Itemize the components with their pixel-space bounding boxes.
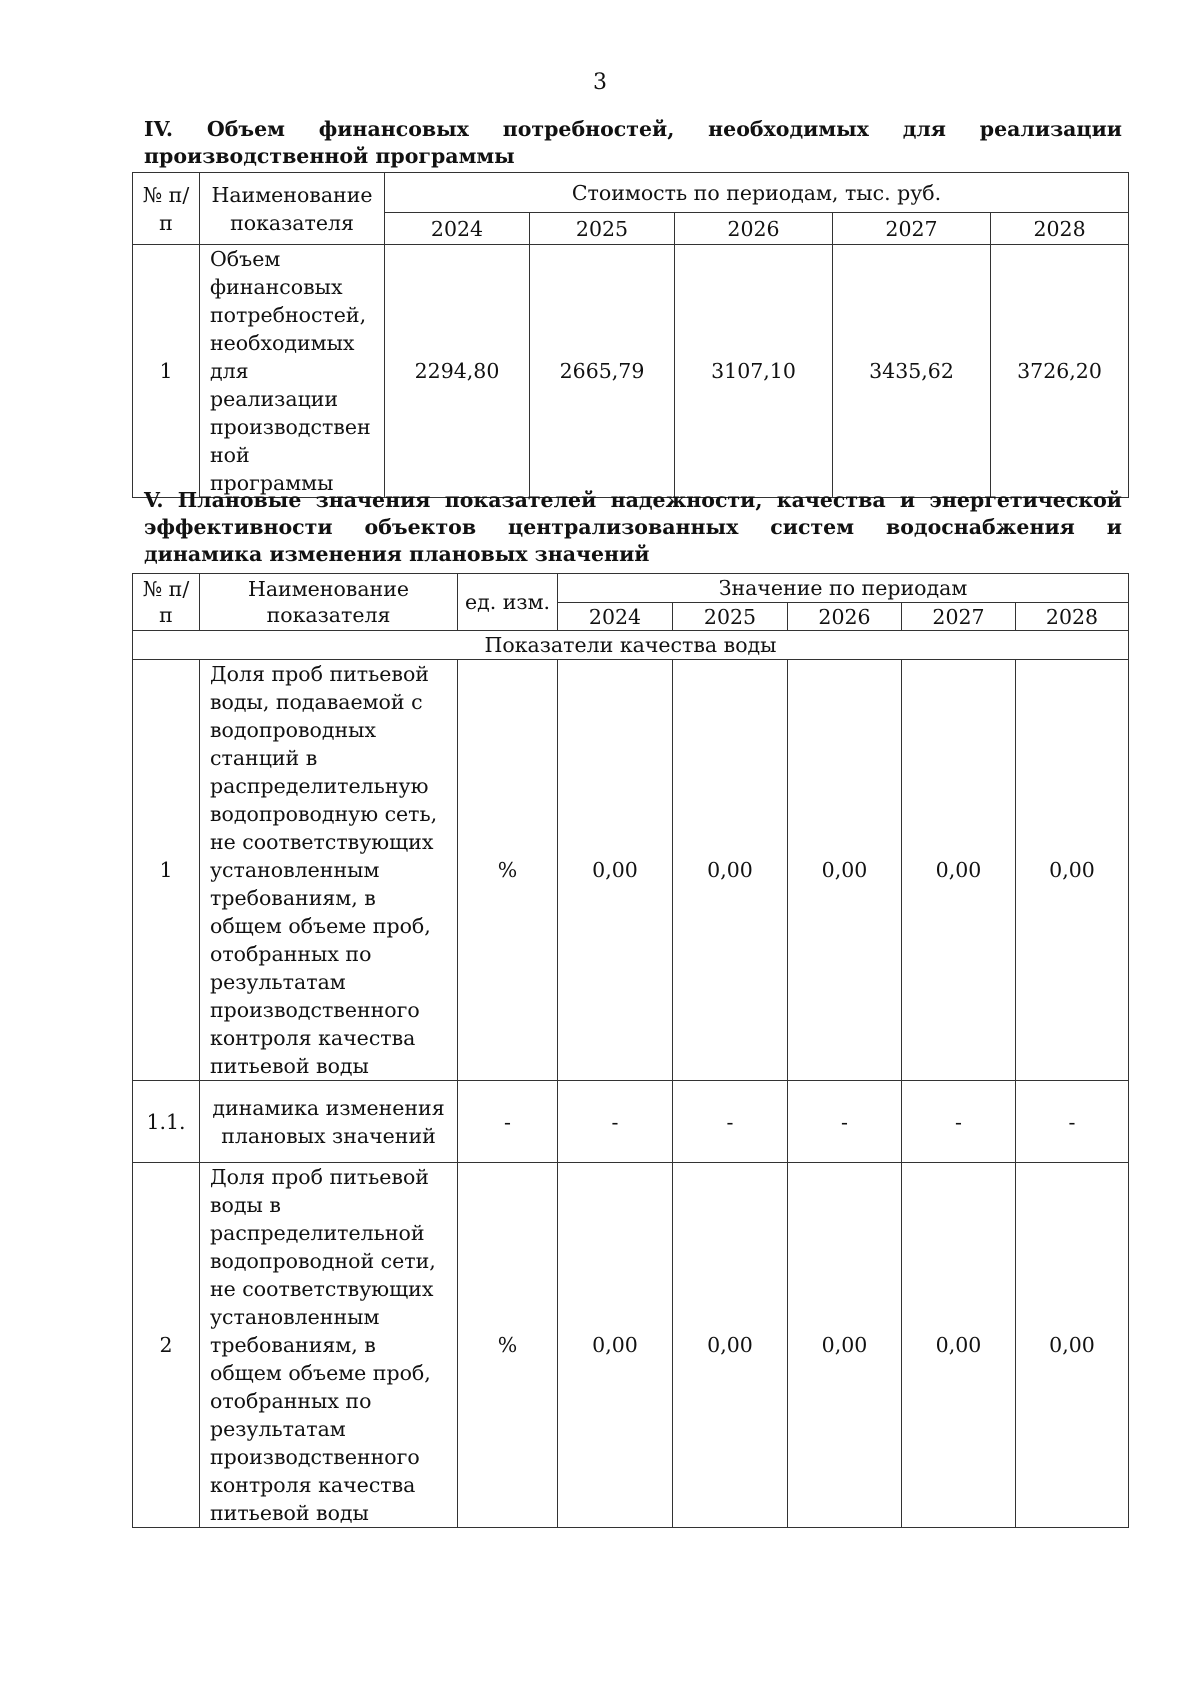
row-value: 0,00 bbox=[673, 660, 788, 1081]
row-value: 0,00 bbox=[558, 660, 673, 1081]
group-title-row bbox=[133, 631, 1129, 660]
row-value: 0,00 bbox=[1016, 1163, 1129, 1528]
row-value: 2665,79 bbox=[530, 245, 675, 498]
row-unit: - bbox=[458, 1081, 558, 1163]
header-year: 2024 bbox=[558, 603, 673, 631]
row-value: 0,00 bbox=[788, 660, 902, 1081]
row-unit: % bbox=[458, 1163, 558, 1528]
header-name: Наименование показателя bbox=[200, 574, 458, 631]
row-value: 0,00 bbox=[902, 660, 1016, 1081]
header-year: 2025 bbox=[530, 213, 675, 245]
header-year: 2028 bbox=[991, 213, 1129, 245]
header-name: Наименование показателя bbox=[200, 173, 385, 245]
row-name: Доля проб питьевой воды в распределительной водопроводной сети, не соответствующих установленным требованиям, в общем объеме проб, отобранных по результатам производственного контроля качества питьевой воды bbox=[200, 1163, 458, 1528]
row-value: - bbox=[558, 1081, 673, 1163]
header-num: № п/п bbox=[133, 173, 200, 245]
table-row bbox=[133, 660, 1129, 1081]
header-value-by-period: Значение по периодам bbox=[558, 574, 1129, 603]
row-num: 2 bbox=[133, 1163, 200, 1528]
header-year: 2027 bbox=[833, 213, 991, 245]
row-value: - bbox=[902, 1081, 1016, 1163]
row-value: 3726,20 bbox=[991, 245, 1129, 498]
row-value: 0,00 bbox=[788, 1163, 902, 1528]
row-value: 0,00 bbox=[1016, 660, 1129, 1081]
header-num: № п/п bbox=[133, 574, 200, 631]
table-header-row bbox=[133, 574, 1129, 603]
table-row bbox=[133, 1163, 1129, 1528]
table-row bbox=[133, 245, 1129, 498]
row-value: - bbox=[788, 1081, 902, 1163]
header-year: 2024 bbox=[385, 213, 530, 245]
row-value: 0,00 bbox=[902, 1163, 1016, 1528]
row-value: 3435,62 bbox=[833, 245, 991, 498]
table-header-row bbox=[133, 173, 1129, 213]
row-name: динамика изменения плановых значений bbox=[200, 1081, 458, 1163]
row-value: 3107,10 bbox=[675, 245, 833, 498]
row-value: 0,00 bbox=[558, 1163, 673, 1528]
header-cost-by-period: Стоимость по периодам, тыс. руб. bbox=[385, 173, 1129, 213]
row-name: Объем финансовых потребностей, необходимых для реализации производствен ной программы bbox=[200, 245, 385, 498]
quality-indicators-table bbox=[132, 573, 1129, 1528]
row-value: - bbox=[673, 1081, 788, 1163]
section-iv-heading: IV. Объем финансовых потребностей, необходимых для реализации производственной программы bbox=[144, 117, 1122, 168]
page-number: 3 bbox=[593, 70, 607, 95]
header-year: 2028 bbox=[1016, 603, 1129, 631]
row-value: 0,00 bbox=[673, 1163, 788, 1528]
section-v-heading: V. Плановые значения показателей надежности, качества и энергетической эффективности объектов централизованных систем водоснабжения и динамика изменения плановых значений bbox=[144, 488, 1122, 566]
header-unit: ед. изм. bbox=[458, 574, 558, 631]
row-num: 1 bbox=[133, 245, 200, 498]
financial-needs-table bbox=[132, 172, 1129, 498]
header-year: 2026 bbox=[788, 603, 902, 631]
header-year: 2027 bbox=[902, 603, 1016, 631]
row-value: - bbox=[1016, 1081, 1129, 1163]
row-value: 2294,80 bbox=[385, 245, 530, 498]
row-num: 1 bbox=[133, 660, 200, 1081]
header-year: 2025 bbox=[673, 603, 788, 631]
row-num: 1.1. bbox=[133, 1081, 200, 1163]
table-row bbox=[133, 1081, 1129, 1163]
group-title: Показатели качества воды bbox=[133, 631, 1129, 660]
row-unit: % bbox=[458, 660, 558, 1081]
header-year: 2026 bbox=[675, 213, 833, 245]
row-name: Доля проб питьевой воды, подаваемой с водопроводных станций в распределительную водопроводную сеть, не соответствующих установленным требованиям, в общем объеме проб, отобранных по результатам производственного контроля качества питьевой воды bbox=[200, 660, 458, 1081]
